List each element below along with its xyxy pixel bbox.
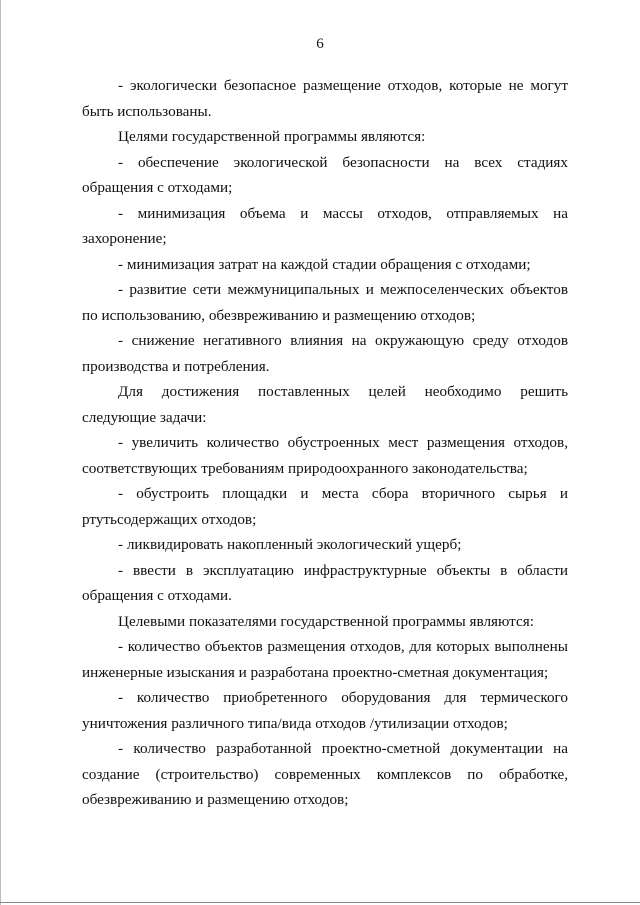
paragraph: - количество приобретенного оборудования для термического уничтожения различного типа/вида отходов /утилизации отходов;: [82, 689, 568, 732]
paragraph: - минимизация объема и массы отходов, отправляемых на захоронение;: [82, 204, 568, 247]
paragraph: - снижение негативного влияния на окружающую среду отходов производства и потребления.: [82, 332, 568, 375]
page-number: 6: [316, 36, 324, 52]
paragraph: Целями государственной программы являются:: [118, 128, 426, 145]
paragraph: Целевыми показателями государственной программы являются:: [118, 612, 534, 630]
paragraph: - количество разработанной проектно-сметной документации на создание (строительство) современных комплексов по обработке, обезвреживанию и размещению отходов;: [82, 740, 568, 808]
paragraph: - увеличить количество обустроенных мест размещения отходов, соответствующих требованиям природоохранного законодательства;: [82, 434, 568, 477]
scan-edge-bottom: [0, 902, 640, 903]
scan-edge-left: [0, 0, 1, 905]
paragraph: - количество объектов размещения отходов, для которых выполнены инженерные изыскания и разработана проектно-сметная документация;: [82, 638, 568, 681]
paragraph: Для достижения поставленных целей необходимо решить следующие задачи:: [82, 383, 568, 426]
paragraph: - минимизация затрат на каждой стадии обращения с отходами;: [118, 255, 531, 273]
paragraph: - экологически безопасное размещение отходов, которые не могут быть использованы.: [82, 77, 568, 120]
paragraph: - развитие сети межмуниципальных и межпоселенческих объектов по использованию, обезвреживанию и размещению отходов;: [82, 281, 568, 324]
document-body: [82, 73, 568, 813]
paragraph: - обустроить площадки и места сбора вторичного сырья и ртутьсодержащих отходов;: [82, 485, 568, 528]
paragraph: - ликвидировать накопленный экологический ущерб;: [118, 536, 462, 553]
paragraph: - обеспечение экологической безопасности на всех стадиях обращения с отходами;: [82, 153, 568, 196]
paragraph: - ввести в эксплуатацию инфраструктурные объекты в области обращения с отходами.: [82, 561, 568, 604]
